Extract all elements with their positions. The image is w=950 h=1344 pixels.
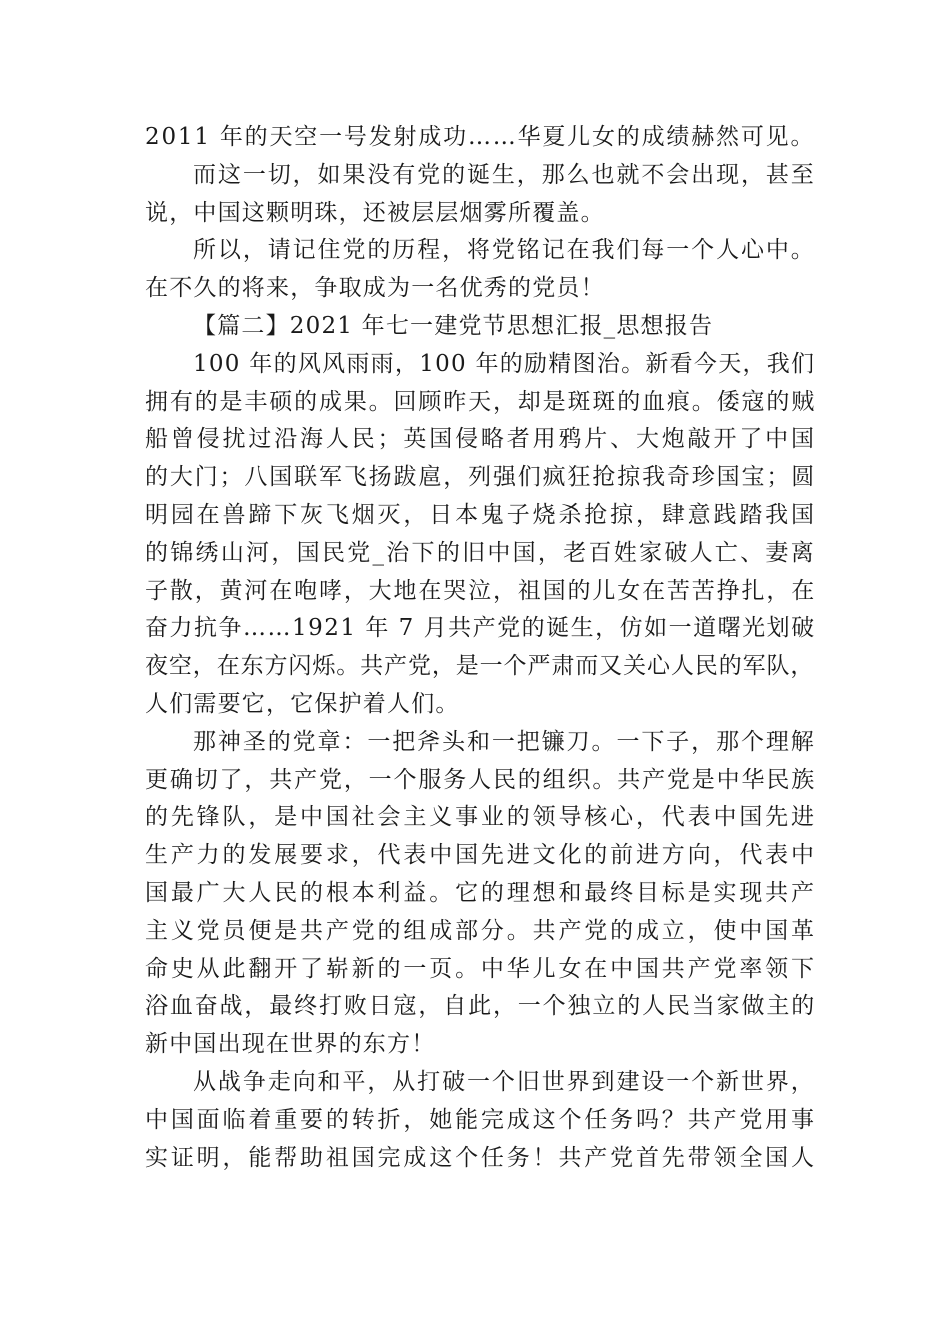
text-line: 在不久的将来，争取成为一名优秀的党员！ [145, 275, 605, 302]
text-line: 100 年的风风雨雨，100 年的励精图治。新看今天，我们 [193, 350, 816, 377]
text-line: 浴血奋战，最终打败日寇，自此，一个独立的人民当家做主的 [145, 993, 817, 1020]
text-line: 主义党员便是共产党的组成部分。共产党的成立，使中国革 [145, 917, 817, 944]
text-line: 而这一切，如果没有党的诞生，那么也就不会出现，甚至 [193, 161, 816, 188]
text-line: 的大门；八国联军飞扬跋扈，列强们疯狂抢掠我奇珍国宝；圆 [145, 464, 817, 491]
text-line: 的先锋队，是中国社会主义事业的领导核心，代表中国先进 [145, 804, 817, 831]
text-line: 那神圣的党章：一把斧头和一把镰刀。一下子，那个理解 [193, 728, 816, 755]
text-line: 明园在兽蹄下灰飞烟灭，日本鬼子烧杀抢掠，肆意践踏我国 [145, 501, 817, 528]
text-line: 拥有的是丰硕的成果。回顾昨天，却是斑斑的血痕。倭寇的贼 [145, 388, 817, 415]
text-line: 中国面临着重要的转折，她能完成这个任务吗？共产党用事 [145, 1106, 817, 1133]
text-line: 新中国出现在世界的东方！ [145, 1031, 436, 1058]
text-line: 人们需要它，它保护着人们。 [145, 690, 460, 717]
text-line: 实证明，能帮助祖国完成这个任务！共产党首先带领全国人 [145, 1144, 817, 1171]
text-line: 命史从此翻开了崭新的一页。中华儿女在中国共产党率领下 [145, 955, 817, 982]
text-line: 说，中国这颗明珠，还被层层烟雾所覆盖。 [145, 199, 605, 226]
text-line: 夜空，在东方闪烁。共产党，是一个严肃而又关心人民的军队， [145, 653, 815, 680]
text-line: 奋力抗争……1921 年 7 月共产党的诞生，仿如一道曙光划破 [145, 615, 816, 642]
text-line: 船曾侵扰过沿海人民；英国侵略者用鸦片、大炮敲开了中国 [145, 426, 817, 453]
text-line: 的锦绣山河，国民党_治下的旧中国，老百姓家破人亡、妻离 [145, 539, 816, 566]
text-line: 【篇二】2021 年七一建党节思想汇报_思想报告 [193, 312, 714, 339]
text-line: 所以，请记住党的历程，将党铭记在我们每一个人心中。 [193, 237, 816, 264]
document-body [145, 119, 815, 1177]
text-line: 国最广大人民的根本利益。它的理想和最终目标是实现共产 [145, 879, 817, 906]
text-line: 更确切了，共产党，一个服务人民的组织。共产党是中华民族 [145, 766, 817, 793]
text-line: 生产力的发展要求，代表中国先进文化的前进方向，代表中 [145, 842, 817, 869]
text-line: 2011 年的天空一号发射成功……华夏儿女的成绩赫然可见。 [145, 124, 816, 150]
text-line: 从战争走向和平，从打破一个旧世界到建设一个新世界， [193, 1068, 816, 1095]
text-line: 子散，黄河在咆哮，大地在哭泣，祖国的儿女在苦苦挣扎，在 [145, 577, 817, 604]
